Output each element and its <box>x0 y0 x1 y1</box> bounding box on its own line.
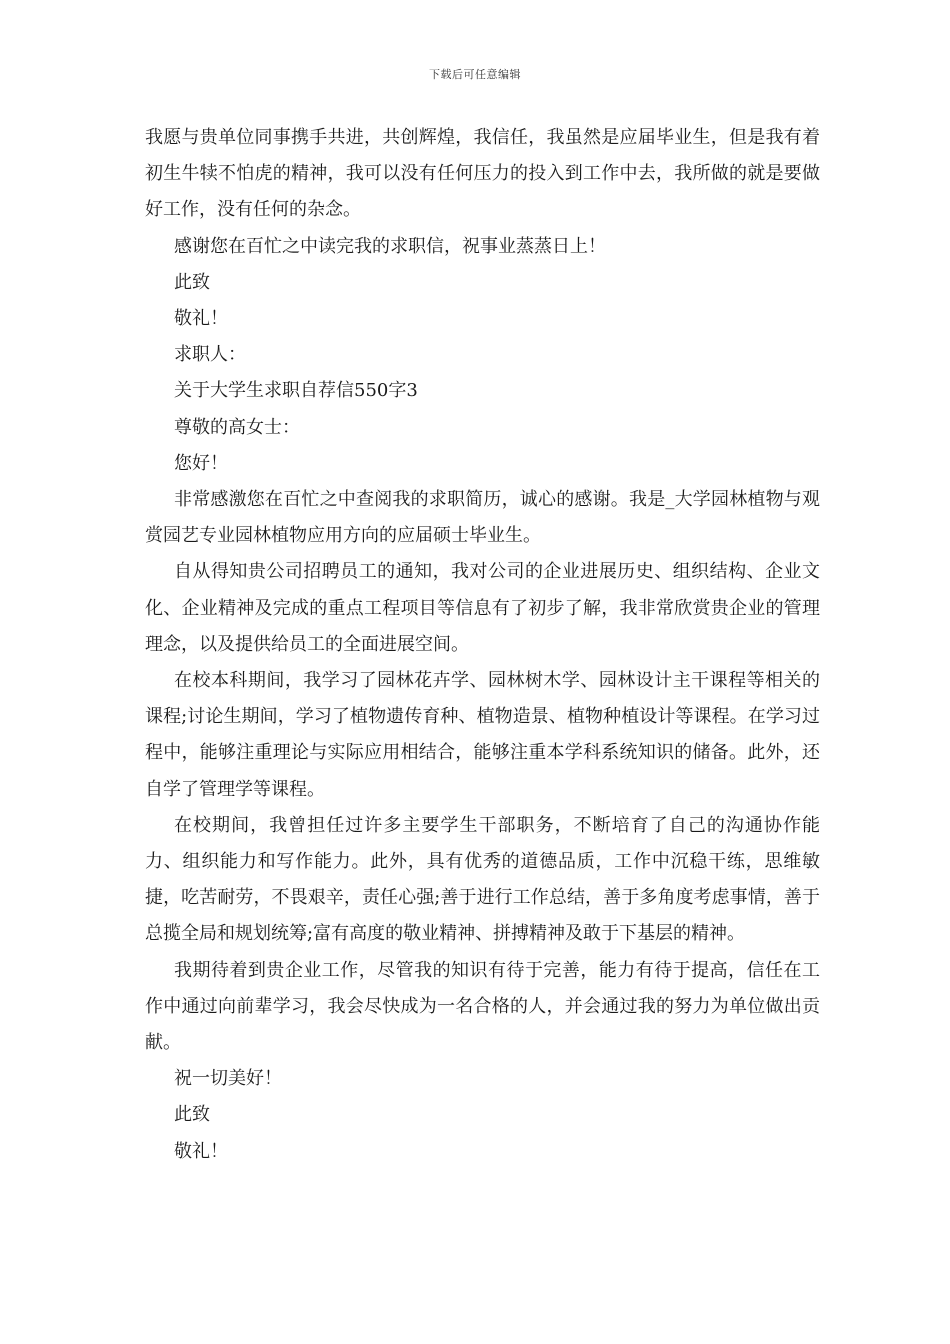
paragraph-thanks: 感谢您在百忙之中读完我的求职信，祝事业蒸蒸日上！ <box>174 235 606 257</box>
applicant-signature: 求职人： <box>174 344 246 366</box>
letter-body <box>145 120 820 1170</box>
paragraph-education: 在校本科期间，我学习了园林花卉学、园林树木学、园林设计主干课程等相关的课程;讨论生期间，学习了植物遗传育种、植物造景、植物种植设计等课程。在学习过程中，能够注重理论与实际应用相结合，能够注重本学科系统知识的储备。此外，还自学了管理学等课程。 <box>145 670 820 800</box>
paragraph-closing-statement: 我愿与贵单位同事携手共进，共创辉煌，我信任，我虽然是应届毕业生，但是我有着初生牛犊不怕虎的精神，我可以没有任何压力的投入到工作中去，我所做的就是要做好工作，没有任何的杂念。 <box>145 127 820 221</box>
greeting-hello: 您好！ <box>174 452 228 474</box>
closing-jingli: 敬礼！ <box>174 1140 228 1162</box>
closing-cizhi: 此致 <box>174 1104 210 1126</box>
paragraph-company-knowledge: 自从得知贵公司招聘员工的通知，我对公司的企业进展历史、组织结构、企业文化、企业精神及完成的重点工程项目等信息有了初步了解，我非常欣赏贵企业的管理理念，以及提供给员工的全面进展空间。 <box>145 561 820 655</box>
greeting-addressee: 尊敬的高女士： <box>174 416 300 438</box>
paragraph-introduction: 非常感激您在百忙之中查阅我的求职简历，诚心的感谢。我是_大学园林植物与观赏园艺专业园林植物应用方向的应届硕士毕业生。 <box>145 489 820 547</box>
paragraph-expectation: 我期待着到贵企业工作，尽管我的知识有待于完善，能力有待于提高，信任在工作中通过向前辈学习，我会尽快成为一名合格的人，并会通过我的努力为单位做出贡献。 <box>145 959 820 1054</box>
paragraph-experience: 在校期间，我曾担任过许多主要学生干部职务，不断培育了自己的沟通协作能力、组织能力和写作能力。此外，具有优秀的道德品质，工作中沉稳干练，思维敏捷，吃苦耐劳，不畏艰辛，责任心强;善于进行工作总结，善于多角度考虑事情，善于总揽全局和规划统筹;富有高度的敬业精神、拼搏精神及敢于下基层的精神。 <box>145 814 820 945</box>
page-header: 下载后可任意编辑 <box>429 68 521 81</box>
salutation-cizhi: 此致 <box>174 271 210 293</box>
section-title: 关于大学生求职自荐信550字3 <box>174 380 418 402</box>
salutation-jingli: 敬礼！ <box>174 308 228 330</box>
closing-wishes: 祝一切美好！ <box>174 1068 282 1090</box>
